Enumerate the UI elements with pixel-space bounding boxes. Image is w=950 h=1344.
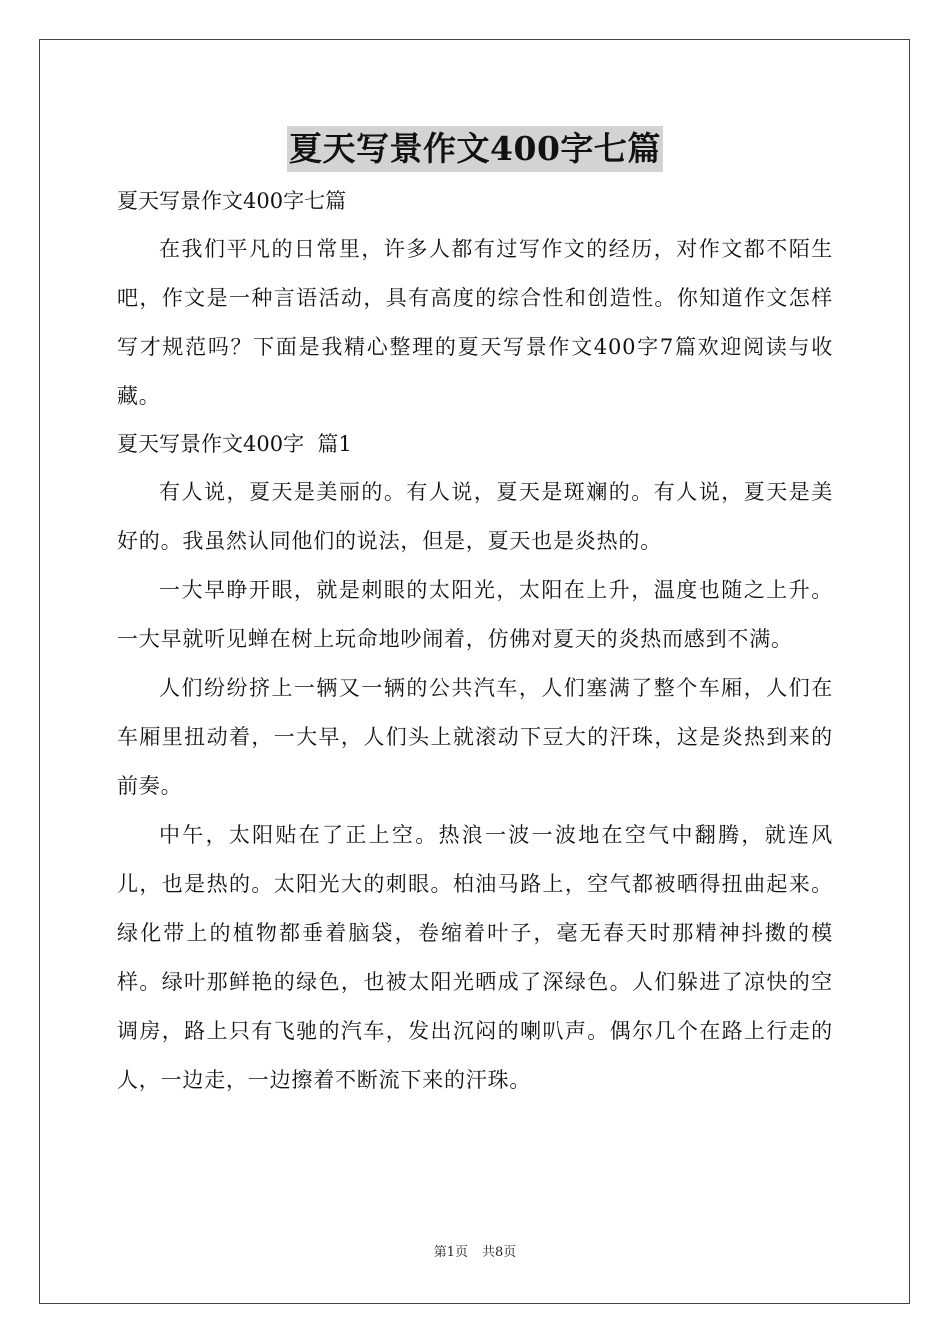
page-number: 第1页 <box>433 1245 468 1260</box>
document-title: 夏天写景作文400字七篇 <box>287 126 663 172</box>
section-heading: 夏天写景作文400字 篇1 <box>117 432 352 456</box>
body-paragraph: 有人说，夏天是美丽的。有人说，夏天是斑斓的。有人说，夏天是美好的。我虽然认同他们的说法，但是，夏天也是炎热的。 <box>117 480 833 553</box>
body-paragraph: 人们纷纷挤上一辆又一辆的公共汽车，人们塞满了整个车厢，人们在车厢里扭动着，一大早，人们头上就滚动下豆大的汗珠，这是炎热到来的前奏。 <box>117 676 833 798</box>
body-paragraph: 中午，太阳贴在了正上空。热浪一波一波地在空气中翻腾，就连风儿，也是热的。太阳光大的刺眼。柏油马路上，空气都被晒得扭曲起来。绿化带上的植物都垂着脑袋，卷缩着叶子，毫无春天时那精神抖擞的模样。绿叶那鲜艳的绿色，也被太阳光晒成了深绿色。人们躲进了凉快的空调房，路上只有飞驰的汽车，发出沉闷的喇叭声。偶尔几个在路上行走的人，一边走，一边擦着不断流下来的汗珠。 <box>117 823 833 1092</box>
page-total: 共8页 <box>482 1245 517 1260</box>
title-container <box>0 126 950 172</box>
document-body <box>117 178 833 1105</box>
page-footer <box>0 1244 950 1262</box>
intro-paragraph: 在我们平凡的日常里，许多人都有过写作文的经历，对作文都不陌生吧，作文是一种言语活动，具有高度的综合性和创造性。你知道作文怎样写才规范吗？下面是我精心整理的夏天写景作文400字7篇欢迎阅读与收藏。 <box>117 237 833 408</box>
document-subtitle: 夏天写景作文400字七篇 <box>117 189 347 213</box>
body-paragraph: 一大早睁开眼，就是刺眼的太阳光，太阳在上升，温度也随之上升。一大早就听见蝉在树上玩命地吵闹着，仿佛对夏天的炎热而感到不满。 <box>117 578 833 651</box>
